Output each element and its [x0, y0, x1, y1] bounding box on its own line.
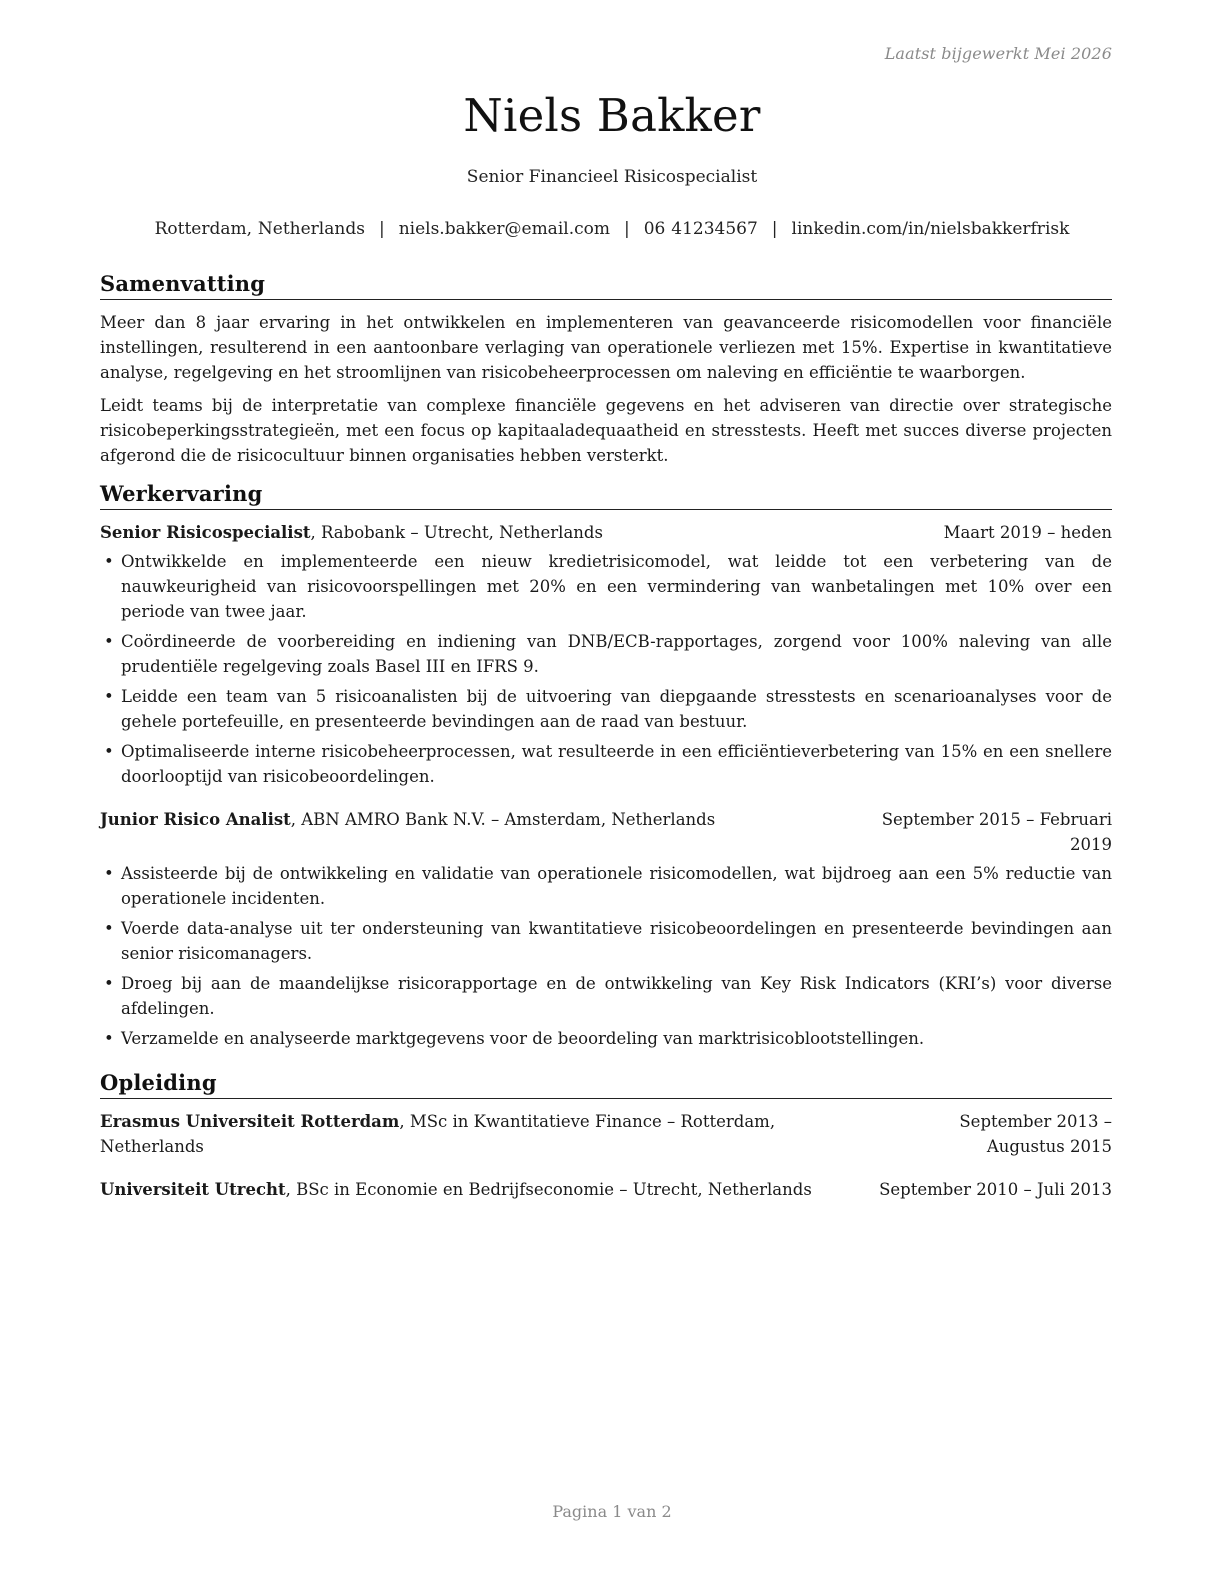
job-bullets	[100, 861, 1112, 1051]
contact-email[interactable]: niels.bakker@email.com	[398, 219, 610, 239]
summary-heading: Samenvatting	[100, 270, 1112, 300]
bullet-icon: •	[104, 919, 114, 938]
job-entry	[100, 520, 1112, 789]
education-school-degree	[100, 1109, 877, 1159]
bullet-text: Verzamelde en analyseerde marktgegevens voor de beoordeling van marktrisicoblootstellingen.	[121, 1029, 925, 1048]
contact-linkedin[interactable]: linkedin.com/in/nielsbakkerfrisk	[791, 219, 1070, 239]
contact-phone: 06 41234567	[643, 219, 758, 239]
education-degree: , MSc in Kwantitatieve Finance – Rotterdam, Netherlands	[100, 1112, 776, 1156]
job-entry	[100, 807, 1112, 1051]
job-bullets	[100, 549, 1112, 789]
bullet-icon: •	[104, 1029, 114, 1048]
job-dates: Maart 2019 – heden	[943, 523, 1112, 542]
bullet-icon: •	[104, 687, 114, 706]
education-degree: , BSc in Economie en Bedrijfseconomie – Utrecht, Netherlands	[285, 1180, 812, 1199]
contact-separator: |	[623, 219, 630, 239]
contact-line	[0, 219, 1224, 239]
list-item	[100, 549, 1112, 624]
education-school: Erasmus Universiteit Rotterdam	[100, 1112, 400, 1131]
bullet-text: Droeg bij aan de maandelijkse risicorapportage en de ontwikkeling van Key Risk Indicators (KRI’s) voor diverse afdelingen.	[121, 974, 1112, 1018]
list-item	[100, 629, 1112, 679]
education-school: Universiteit Utrecht	[100, 1180, 286, 1199]
bullet-text: Voerde data-analyse uit ter ondersteuning van kwantitatieve risicobeoordelingen en presenteerde bevindingen aan senior risicomanagers.	[121, 919, 1112, 963]
bullet-icon: •	[104, 742, 114, 761]
job-dates: September 2015 – Februari 2019	[881, 810, 1112, 854]
job-role: Senior Risicospecialist	[100, 523, 311, 542]
job-title: Senior Financieel Risicospecialist	[466, 167, 758, 187]
summary-section	[100, 270, 1112, 468]
bullet-icon: •	[104, 974, 114, 993]
education-heading: Opleiding	[100, 1069, 1112, 1099]
experience-heading: Werkervaring	[100, 480, 1112, 510]
job-company: , ABN AMRO Bank N.V. – Amsterdam, Netherlands	[290, 810, 716, 829]
education-header	[100, 1177, 1112, 1202]
bullet-text: Assisteerde bij de ontwikkeling en validatie van operationele risicomodellen, wat bijdroeg aan een 5% reductie van operationele incidenten.	[121, 864, 1112, 908]
summary-paragraph: Leidt teams bij de interpretatie van complexe financiële gegevens en het adviseren van directie over strategische risicobeperkingsstrategieën, met een focus op kapitaaladequaatheid en stresstests. Heeft met succes diverse projecten afgerond die de risicocultuur binnen organisaties hebben versterkt.	[100, 396, 1112, 465]
list-item	[100, 916, 1112, 966]
education-dates: September 2013 – Augustus 2015	[959, 1112, 1112, 1156]
list-item	[100, 971, 1112, 1021]
education-entry	[100, 1177, 1112, 1202]
list-item	[100, 739, 1112, 789]
job-header	[100, 807, 1112, 857]
bullet-icon: •	[104, 864, 114, 883]
contact-location: Rotterdam, Netherlands	[154, 219, 365, 239]
bullet-text: Coördineerde de voorbereiding en indiening van DNB/ECB-rapportages, zorgend voor 100% naleving van alle prudentiële regelgeving zoals Basel III en IFRS 9.	[121, 632, 1112, 676]
person-name: Niels Bakker	[463, 89, 761, 142]
resume-content	[100, 270, 1112, 1220]
education-header	[100, 1109, 1112, 1159]
list-item	[100, 861, 1112, 911]
list-item	[100, 684, 1112, 734]
bullet-text: Optimaliseerde interne risicobeheerprocessen, wat resulteerde in een efficiëntieverbetering van 15% en een snellere doorlooptijd van risicobeoordelingen.	[121, 742, 1112, 786]
education-entry	[100, 1109, 1112, 1159]
education-school-degree	[100, 1177, 879, 1202]
experience-section	[100, 480, 1112, 1051]
bullet-text: Leidde een team van 5 risicoanalisten bij de uitvoering van diepgaande stresstests en scenarioanalyses voor de gehele portefeuille, en presenteerde bevindingen aan de raad van bestuur.	[121, 687, 1112, 731]
summary-paragraph: Meer dan 8 jaar ervaring in het ontwikkelen en implementeren van geavanceerde risicomodellen voor financiële instellingen, resulterend in een aantoonbare verlaging van operationele verliezen met 15%. Expertise in kwantitatieve analyse, regelgeving en het stroomlijnen van risicobeheerprocessen om naleving en efficiëntie te waarborgen.	[100, 313, 1112, 382]
job-role: Junior Risico Analist	[100, 810, 291, 829]
education-section	[100, 1069, 1112, 1202]
bullet-icon: •	[104, 632, 114, 651]
bullet-icon: •	[104, 552, 114, 571]
job-header	[100, 520, 1112, 545]
job-role-company	[100, 807, 877, 832]
contact-separator: |	[378, 219, 385, 239]
contact-separator: |	[771, 219, 778, 239]
job-role-company	[100, 520, 944, 545]
last-updated: Laatst bijgewerkt Mei 2026	[884, 44, 1112, 63]
bullet-text: Ontwikkelde en implementeerde een nieuw kredietrisicomodel, wat leidde tot een verbetering van de nauwkeurigheid van risicovoorspellingen met 20% en een vermindering van wanbetalingen met 10% over een periode van twee jaar.	[121, 552, 1112, 621]
education-dates: September 2010 – Juli 2013	[879, 1180, 1112, 1199]
page-number: Pagina 1 van 2	[552, 1502, 672, 1521]
job-company: , Rabobank – Utrecht, Netherlands	[310, 523, 603, 542]
list-item	[100, 1026, 1112, 1051]
